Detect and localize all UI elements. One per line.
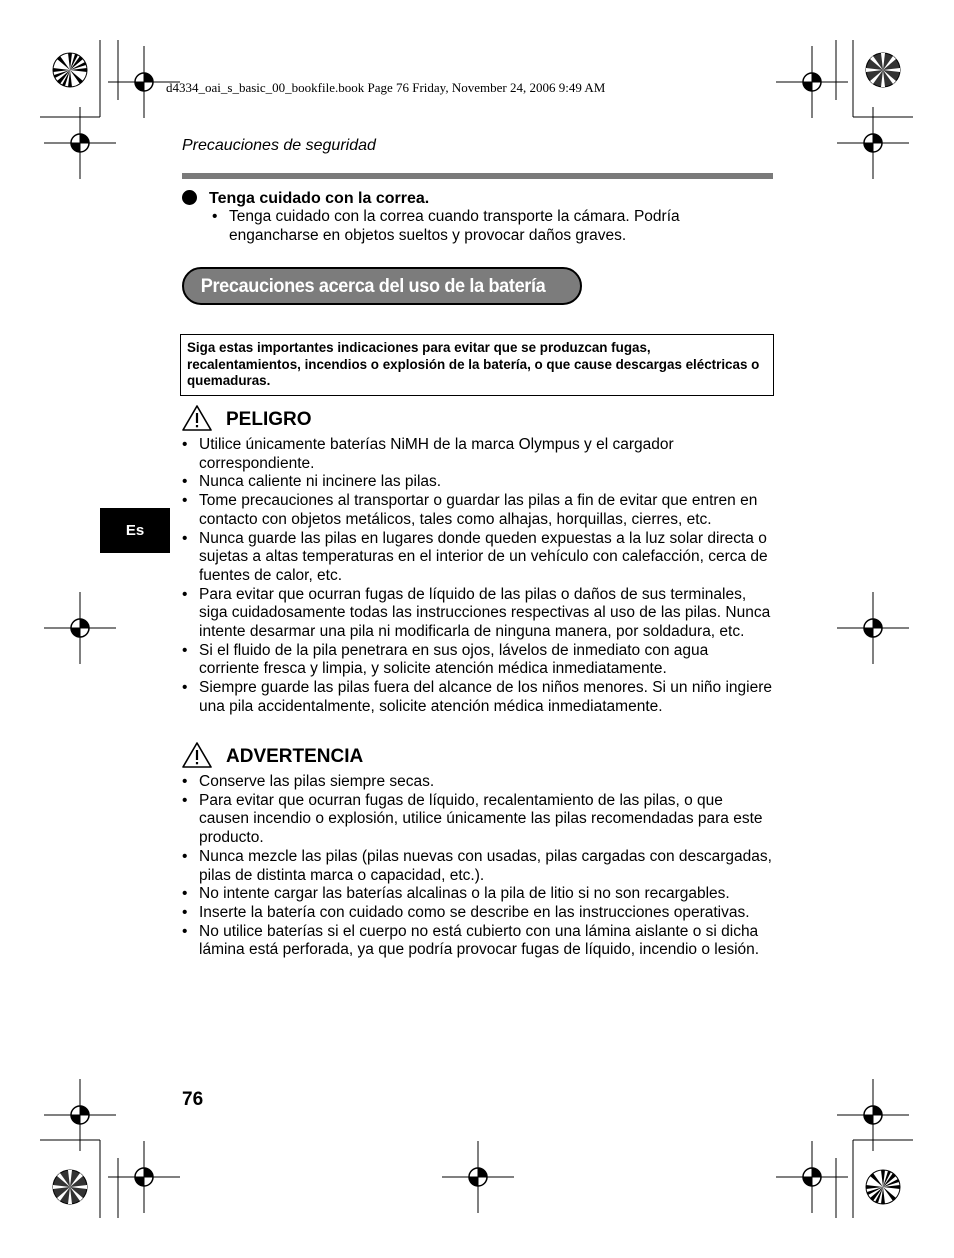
starburst-target	[53, 53, 87, 87]
list-item: • Utilice únicamente baterías NiMH de la marca Olympus y el cargador correspondiente.	[182, 436, 772, 473]
print-slug: d4334_oai_s_basic_00_bookfile.book Page 76 Friday, November 24, 2006 9:49 AM	[166, 80, 606, 95]
peligro-title: PELIGRO	[226, 409, 312, 430]
list-item: • Tome precauciones al transportar o guardar las pilas a fin de evitar que entren en contacto con objetos metálicos, tales como alhajas, horquillas, cierres, etc.	[182, 492, 772, 529]
strap-list	[212, 208, 772, 245]
advertencia-heading	[182, 742, 363, 768]
advertencia-list	[182, 773, 772, 960]
section-title	[182, 267, 582, 305]
starburst-target	[866, 1170, 900, 1204]
notice-box: Siga estas importantes indicaciones para evitar que se produzcan fugas, recalentamientos, incendios o explosión de la batería, o que cause descargas eléctricas o quemaduras.	[180, 334, 774, 396]
list-item: • Nunca caliente ni incinere las pilas.	[182, 473, 772, 492]
warning-triangle-icon	[182, 742, 212, 768]
list-item: • Siempre guarde las pilas fuera del alcance de los niños menores. Si un niño ingiere una pila accidentalmente, solicite atención médica inmediatamente.	[182, 679, 772, 716]
running-header: Precauciones de seguridad	[182, 137, 376, 154]
starburst-target	[866, 53, 900, 87]
list-item: • Nunca mezcle las pilas (pilas nuevas con usadas, pilas cargadas con descargadas, pilas de distinta marca o capacidad, etc.).	[182, 848, 772, 885]
list-item: • Inserte la batería con cuidado como se describe en las instrucciones operativas.	[182, 904, 772, 923]
list-item: • Conserve las pilas siempre secas.	[182, 773, 772, 792]
advertencia-title: ADVERTENCIA	[226, 746, 364, 767]
strap-heading-text: Tenga cuidado con la correa.	[209, 190, 430, 207]
list-item: • No intente cargar las baterías alcalinas o la pila de litio si no son recargables.	[182, 885, 772, 904]
peligro-list	[182, 436, 772, 717]
list-item: • No utilice baterías si el cuerpo no está cubierto con una lámina aislante o si dicha lámina está perforada, ya que podría provocar fugas de líquido, incendio o lesión.	[182, 923, 772, 960]
language-tab: Es	[100, 508, 170, 553]
peligro-heading	[182, 405, 312, 431]
header-rule	[182, 173, 773, 179]
list-item: • Si el fluido de la pila penetrara en sus ojos, lávelos de inmediato con agua corriente fresca y limpia, y solicite atención médica inmediatamente.	[182, 642, 772, 679]
list-item: • Para evitar que ocurran fugas de líquido, recalentamiento de las pilas, o que causen incendio o explosión, utilice únicamente las pilas recomendadas para este producto.	[182, 792, 772, 848]
list-item: • Para evitar que ocurran fugas de líquido de las pilas o daños de sus terminales, siga cuidadosamente todas las instrucciones respectivas al uso de las pilas. Nunca intente desarmar una pila ni modificarla de ninguna manera, por soldadura, etc.	[182, 586, 772, 642]
strap-heading	[182, 190, 429, 208]
list-item: • Tenga cuidado con la correa cuando transporte la cámara. Podría engancharse en objetos sueltos y provocar daños graves.	[212, 208, 772, 245]
starburst-target	[53, 1170, 87, 1204]
section-title-text: Precauciones acerca del uso de la batería	[200, 275, 546, 297]
list-item: • Nunca guarde las pilas en lugares donde queden expuestas a la luz solar directa o sujetas a altas temperaturas en el interior de un vehículo con calefacción, cerca de fuentes de calor, etc.	[182, 530, 772, 586]
warning-triangle-icon	[182, 405, 212, 431]
page-number: 76	[182, 1089, 204, 1110]
filled-circle-bullet-icon	[182, 190, 197, 205]
